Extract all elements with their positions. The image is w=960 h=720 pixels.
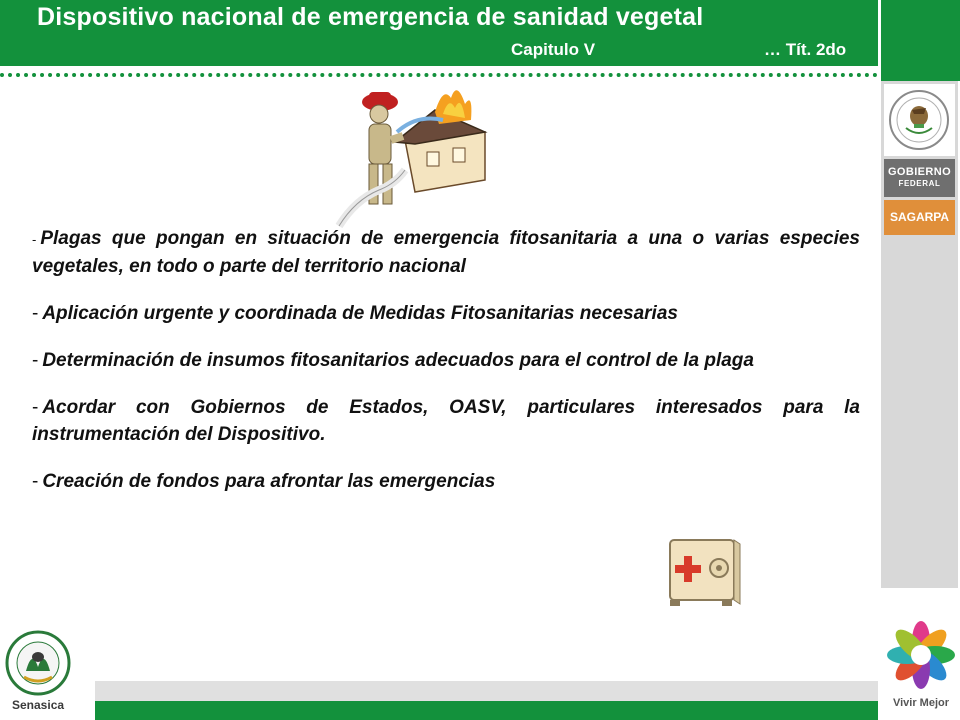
vivir-mejor-logo-icon	[884, 617, 958, 697]
chapter-label: Capitulo V	[511, 40, 596, 59]
bullet-text: Determinación de insumos fitosanitarios adecuados para el control de la plaga	[42, 350, 754, 371]
bullet-text: Creación de fondos para afrontar las emergencias	[42, 471, 496, 492]
footer-gray-bar	[95, 681, 878, 701]
bullet-dash: -	[32, 397, 39, 418]
slide-title: Dispositivo nacional de emergencia de sanidad vegetal	[37, 3, 704, 31]
bullet-text: Aplicación urgente y coordinada de Medidas Fitosanitarias necesarias	[42, 303, 678, 324]
federal-label: FEDERAL	[898, 179, 941, 188]
senasica-label: Senasica	[12, 698, 65, 712]
bullet-dash: -	[32, 303, 39, 324]
right-sidebar	[878, 0, 960, 720]
mexico-coat-of-arms-icon	[884, 84, 955, 156]
bullet-list	[32, 225, 860, 515]
bullet-item	[32, 347, 860, 374]
bullet-text: Acordar con Gobiernos de Estados, OASV, particulares interesados para la instrumentación del Dispositivo.	[32, 397, 860, 445]
first-aid-safe-icon	[664, 534, 744, 610]
bullet-item	[32, 225, 860, 280]
bullet-item	[32, 300, 860, 327]
slide-header	[0, 0, 878, 66]
bullet-text: Plagas que pongan en situación de emergencia fitosanitaria a una o varias especies vegetales, en todo o parte del territorio nacional	[32, 228, 860, 277]
sagarpa-badge: SAGARPA	[884, 200, 955, 235]
sidebar-gray-panel	[881, 81, 958, 588]
gobierno-federal-badge	[884, 159, 955, 197]
bullet-item	[32, 394, 860, 448]
bullet-dash: -	[32, 350, 39, 371]
vivir-mejor-label: Vivir Mejor	[892, 697, 950, 709]
sidebar-green-block	[881, 0, 960, 81]
firefighter-house-fire-icon	[335, 80, 495, 228]
bullet-dash: -	[32, 232, 37, 247]
bullet-item	[32, 468, 860, 495]
gobierno-label: GOBIERNO	[887, 166, 952, 178]
footer-green-bar	[95, 701, 878, 720]
bullet-dash: -	[32, 471, 39, 492]
dotted-divider	[0, 73, 878, 77]
section-label: … Tít. 2do	[764, 40, 847, 59]
